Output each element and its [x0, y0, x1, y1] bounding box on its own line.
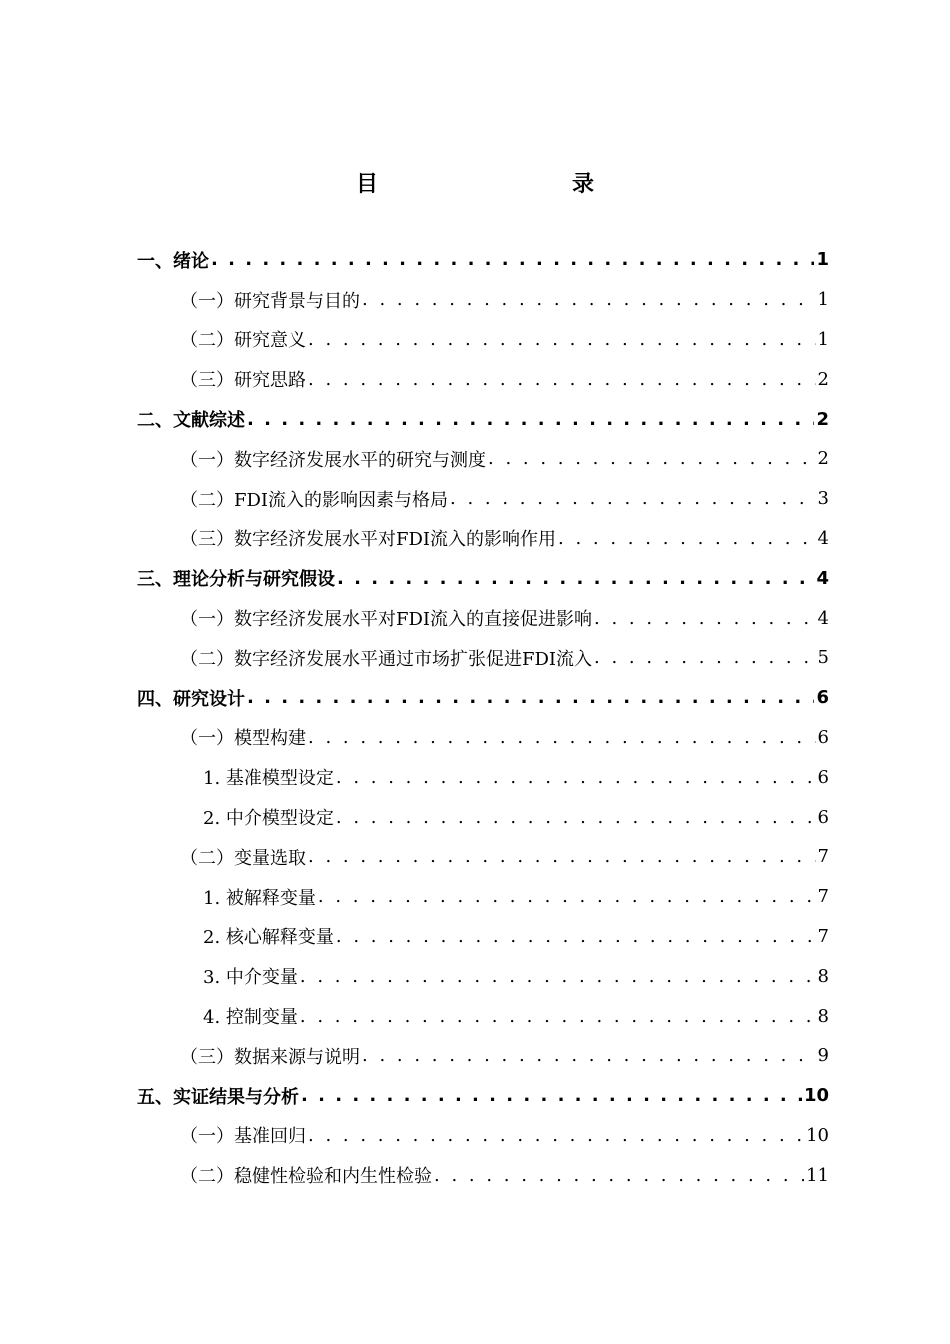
toc-page-number: 6 — [817, 806, 829, 828]
toc-leader-dots — [337, 568, 814, 589]
toc-entry[interactable] — [0, 837, 950, 877]
toc-entry[interactable] — [0, 399, 950, 439]
toc-page-number: 4 — [817, 607, 829, 629]
toc-entry[interactable] — [0, 956, 950, 996]
toc-entry-text: （一）研究背景与目的 — [180, 290, 360, 312]
toc-page-number: 1 — [816, 249, 829, 271]
toc-entry[interactable] — [0, 598, 950, 638]
toc-entry-text: （三）数据来源与说明 — [180, 1046, 360, 1068]
toc-leader-dots — [247, 409, 814, 430]
toc-page-number: 1 — [817, 328, 829, 350]
toc-entry-text: 3. 中介变量 — [203, 967, 298, 989]
toc-entry-text: （二）变量选取 — [180, 847, 306, 869]
toc-leader-dots — [308, 846, 816, 867]
toc-page-number: 1 — [817, 289, 829, 311]
toc-entry-text: 五、实证结果与分析 — [137, 1086, 299, 1108]
toc-entry-text: （一）基准回归 — [180, 1126, 306, 1148]
toc-entry-text: （一）数字经济发展水平的研究与测度 — [180, 449, 486, 471]
toc-page-number: 6 — [817, 766, 829, 788]
toc-leader-dots — [308, 329, 816, 350]
toc-leader-dots — [362, 289, 816, 310]
toc-entry-text: 1. 被解释变量 — [203, 887, 316, 909]
toc-entry-text: 2. 核心解释变量 — [203, 927, 334, 949]
toc-page-number: 4 — [816, 567, 829, 589]
toc-leader-dots — [336, 807, 816, 828]
toc-entry-text: 四、研究设计 — [137, 688, 245, 710]
toc-entry-text: （二）FDI流入的影响因素与格局 — [180, 489, 449, 511]
toc-page-number: 5 — [817, 647, 829, 669]
toc-entry[interactable] — [0, 877, 950, 917]
toc-leader-dots — [308, 1125, 804, 1146]
toc-leader-dots — [301, 1085, 802, 1106]
table-of-contents — [0, 240, 950, 1195]
toc-leader-dots — [434, 1165, 804, 1186]
toc-entry-text: （一）模型构建 — [180, 728, 306, 750]
toc-page-number: 7 — [817, 846, 829, 868]
toc-leader-dots — [308, 369, 816, 390]
toc-entry[interactable] — [0, 757, 950, 797]
toc-entry-text: 一、绪论 — [137, 250, 209, 272]
toc-leader-dots — [336, 926, 816, 947]
toc-leader-dots — [247, 687, 814, 708]
toc-leader-dots — [362, 1045, 816, 1066]
toc-entry[interactable] — [0, 439, 950, 479]
toc-leader-dots — [488, 448, 816, 469]
toc-leader-dots — [211, 249, 814, 270]
toc-leader-dots — [308, 727, 816, 748]
toc-page-number: 2 — [817, 448, 829, 470]
toc-page-number: 10 — [803, 1085, 829, 1107]
toc-entry-text: （三）数字经济发展水平对FDI流入的影响作用 — [180, 529, 557, 551]
toc-entry[interactable] — [0, 519, 950, 559]
toc-entry[interactable] — [0, 1155, 950, 1195]
toc-entry[interactable] — [0, 718, 950, 758]
toc-page-number: 7 — [817, 925, 829, 947]
toc-entry[interactable] — [0, 996, 950, 1036]
toc-leader-dots — [318, 886, 816, 907]
toc-page-number: 3 — [817, 488, 829, 510]
toc-leader-dots — [594, 647, 816, 668]
toc-leader-dots — [336, 767, 816, 788]
toc-page-number: 10 — [806, 1124, 829, 1146]
toc-entry[interactable] — [0, 1036, 950, 1076]
toc-page-number: 7 — [817, 886, 829, 908]
toc-entry-text: 二、文献综述 — [137, 410, 245, 432]
toc-title: 目 录 — [355, 172, 644, 197]
toc-entry-text: 4. 控制变量 — [203, 1007, 298, 1029]
toc-entry[interactable] — [0, 320, 950, 360]
toc-page-number: 9 — [817, 1045, 829, 1067]
toc-entry-text: （三）研究思路 — [180, 370, 306, 392]
toc-entry[interactable] — [0, 280, 950, 320]
toc-entry[interactable] — [0, 479, 950, 519]
toc-entry-text: （一）数字经济发展水平对FDI流入的直接促进影响 — [180, 609, 593, 631]
toc-entry[interactable] — [0, 1076, 950, 1116]
toc-entry[interactable] — [0, 917, 950, 957]
toc-leader-dots — [450, 488, 816, 509]
toc-page-number: 8 — [817, 965, 829, 987]
toc-leader-dots — [300, 1006, 816, 1027]
toc-leader-dots — [300, 966, 816, 987]
toc-entry-text: （二）数字经济发展水平通过市场扩张促进FDI流入 — [180, 648, 593, 670]
toc-page-number: 6 — [816, 687, 829, 709]
toc-entry-text: （二）稳健性检验和内生性检验 — [180, 1166, 432, 1188]
toc-entry[interactable] — [0, 558, 950, 598]
toc-page-number: 4 — [817, 527, 829, 549]
toc-entry[interactable] — [0, 638, 950, 678]
toc-entry[interactable] — [0, 678, 950, 718]
toc-entry[interactable] — [0, 797, 950, 837]
toc-page-number: 2 — [817, 368, 829, 390]
toc-leader-dots — [558, 528, 816, 549]
toc-entry[interactable] — [0, 1116, 950, 1156]
toc-page-number: 6 — [817, 726, 829, 748]
toc-entry[interactable] — [0, 359, 950, 399]
toc-entry-text: 2. 中介模型设定 — [203, 808, 334, 830]
toc-entry-text: （二）研究意义 — [180, 330, 306, 352]
toc-leader-dots — [594, 608, 816, 629]
toc-entry-text: 三、理论分析与研究假设 — [137, 569, 335, 591]
toc-page-number: 2 — [816, 408, 829, 430]
toc-entry-text: 1. 基准模型设定 — [203, 768, 334, 790]
toc-page-number: 8 — [817, 1005, 829, 1027]
toc-page-number: 11 — [806, 1164, 829, 1186]
toc-entry[interactable] — [0, 240, 950, 280]
